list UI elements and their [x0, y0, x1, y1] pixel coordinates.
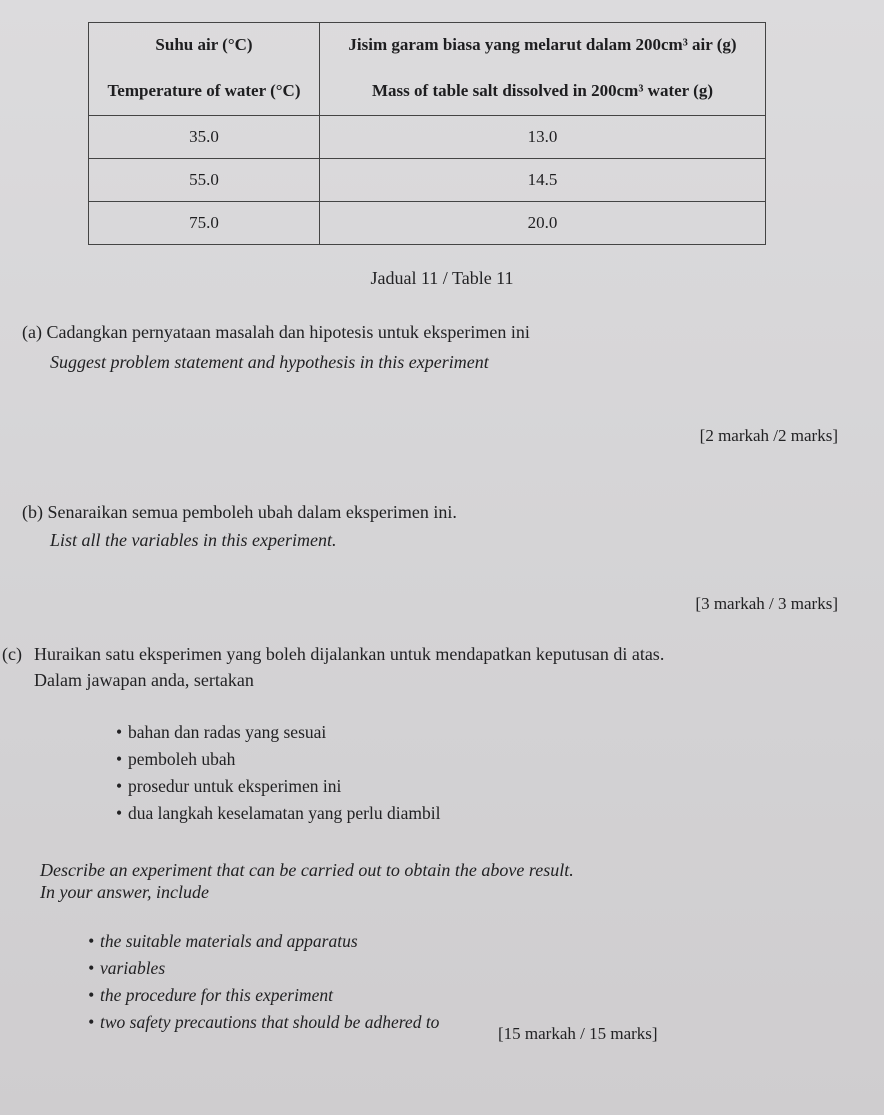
question-c-malay-line2: Dalam jawapan anda, sertakan	[34, 670, 254, 690]
cell-mass: 20.0	[320, 202, 766, 245]
list-item: • bahan dan radas yang sesuai	[116, 719, 440, 746]
list-item: • prosedur untuk eksperimen ini	[116, 773, 440, 800]
list-item: • dua langkah keselamatan yang perlu diambil	[116, 800, 440, 827]
header-mass-ms: Jisim garam biasa yang melarut dalam 200cm³ air (g)	[320, 23, 766, 68]
question-a-english: Suggest problem statement and hypothesis in this experiment	[50, 352, 489, 372]
list-item: • pemboleh ubah	[116, 746, 440, 773]
question-c-malay-line1: Huraikan satu eksperimen yang boleh dijalankan untuk mendapatkan keputusan di atas.	[34, 644, 665, 664]
question-c-label: (c)	[2, 644, 22, 664]
results-table	[88, 22, 766, 245]
list-item: • the procedure for this experiment	[88, 982, 439, 1009]
question-a-marks: [2 markah /2 marks]	[699, 426, 838, 445]
header-temperature-en: Temperature of water (°C)	[89, 67, 320, 116]
question-b-marks: [3 markah / 3 marks]	[695, 594, 838, 613]
list-item: • two safety precautions that should be adhered to	[88, 1009, 439, 1036]
table-row	[89, 159, 766, 202]
cell-mass: 14.5	[320, 159, 766, 202]
cell-temperature: 55.0	[89, 159, 320, 202]
question-a-malay: (a) Cadangkan pernyataan masalah dan hipotesis untuk eksperimen ini	[22, 322, 530, 342]
list-item: • the suitable materials and apparatus	[88, 928, 439, 955]
question-c-english-line1: Describe an experiment that can be carried out to obtain the above result.	[40, 860, 574, 880]
table-row	[89, 202, 766, 245]
question-c-marks: [15 markah / 15 marks]	[498, 1024, 658, 1043]
cell-temperature: 75.0	[89, 202, 320, 245]
table-row	[89, 116, 766, 159]
question-b-english: List all the variables in this experiment.	[50, 530, 337, 550]
cell-temperature: 35.0	[89, 116, 320, 159]
question-c-english-list	[88, 928, 439, 1037]
list-item: • variables	[88, 955, 439, 982]
cell-mass: 13.0	[320, 116, 766, 159]
question-c-malay-list	[116, 719, 440, 828]
table-caption: Jadual 11 / Table 11	[370, 268, 514, 288]
question-c-english-line2: In your answer, include	[40, 882, 209, 902]
header-mass-en: Mass of table salt dissolved in 200cm³ water (g)	[320, 67, 766, 116]
question-b-malay: (b) Senaraikan semua pemboleh ubah dalam eksperimen ini.	[22, 502, 457, 522]
header-temperature-ms: Suhu air (°C)	[89, 23, 320, 68]
